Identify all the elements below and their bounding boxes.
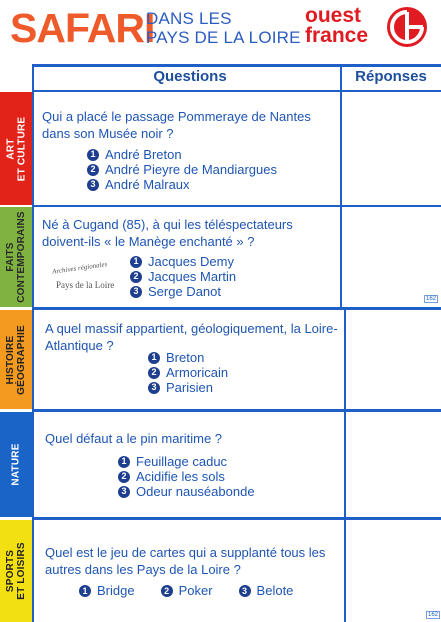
header [0,0,441,64]
number-1-icon: 1 [130,256,142,268]
stamp-line-1: Archives régionales [51,260,108,276]
row-divider-2 [32,307,441,310]
answers-2 [130,254,236,299]
number-2-icon: 2 [87,164,99,176]
archives-stamp [46,262,140,296]
brand-line-1: ouest [305,4,362,27]
questions-header: Questions [153,68,227,85]
answer-1-3: 3 André Malraux [87,177,277,192]
answers-4 [118,454,255,499]
answer-2-2: 2 Jacques Martin [130,269,236,284]
answers-5 [79,583,319,598]
brand-line-2: france [305,24,369,47]
header-top-rule [32,64,441,67]
answers-1 [87,147,277,192]
answer-3-3: 3 Parisien [148,380,228,395]
category-histoire-geographie: HISTOIRE GÉOGRAPHIE [0,310,32,409]
subtitle-line-1: DANS LES [146,9,232,28]
left-rule [32,64,34,622]
row-divider-3 [32,409,441,412]
title: SAFARI [10,5,155,51]
number-2-icon: 2 [161,585,173,597]
header-bottom-rule [32,90,441,92]
number-1-icon: 1 [118,456,130,468]
question-1: Qui a placé le passage Pommeraye de Nantes dans son Musée noir ? [42,109,311,141]
number-3-icon: 3 [148,382,160,394]
answers-divider [340,64,342,309]
answer-5-2: 2 Poker [161,583,213,598]
number-2-icon: 2 [148,367,160,379]
answer-4-2: 2 Acidifie les sols [118,469,255,484]
answers-header: Réponses [355,68,427,85]
row-divider-4 [32,517,441,520]
number-2-icon: 2 [130,271,142,283]
stamp-line-2: Pays de la Loire [56,280,115,290]
answer-1-2: 2 André Pieyre de Mandiargues [87,162,277,177]
brand-name [305,6,368,46]
answer-4-1: 1 Feuillage caduc [118,454,255,469]
number-3-icon: 3 [87,179,99,191]
page-number-2: 162 [428,612,439,618]
number-3-icon: 3 [118,486,130,498]
number-2-icon: 2 [118,471,130,483]
number-3-icon: 3 [130,286,142,298]
ouest-france-logo-icon [386,6,428,48]
row-divider-1 [32,205,441,207]
answer-2-3: 3 Serge Danot [130,284,236,299]
category-art-culture: ART ET CULTURE [0,92,32,205]
question-4: Quel défaut a le pin maritime ? [45,431,223,446]
category-nature: NATURE [0,412,32,517]
answer-3-2: 2 Armoricain [148,365,228,380]
page-number-1: 162 [426,296,437,302]
question-2: Né à Cugand (85), à qui les téléspectateurs doivent-ils « le Manège enchanté » ? [42,217,293,249]
answer-2-1: 1 Jacques Demy [130,254,236,269]
answer-4-3: 3 Odeur nauséabonde [118,484,255,499]
answers-divider-lower [344,309,346,622]
number-1-icon: 1 [148,352,160,364]
answers-3 [148,350,228,395]
subtitle [146,9,301,47]
category-faits-contemporains: FAITS CONTEMPORAINS [0,207,32,307]
number-1-icon: 1 [87,149,99,161]
question-3: A quel massif appartient, géologiquement, la Loire-Atlantique ? [45,321,338,353]
answer-1-1: 1 André Breton [87,147,277,162]
answer-5-3: 3 Belote [239,583,294,598]
number-3-icon: 3 [239,585,251,597]
category-sports-loisirs: SPORTS ET LOISIRS [0,520,32,622]
answer-3-1: 1 Breton [148,350,228,365]
answer-5-1: 1 Bridge [79,583,135,598]
number-1-icon: 1 [79,585,91,597]
question-5: Quel est le jeu de cartes qui a supplanté tous les autres dans les Pays de la Loire ? [45,545,326,577]
subtitle-line-2: PAYS DE LA LOIRE [146,28,301,47]
